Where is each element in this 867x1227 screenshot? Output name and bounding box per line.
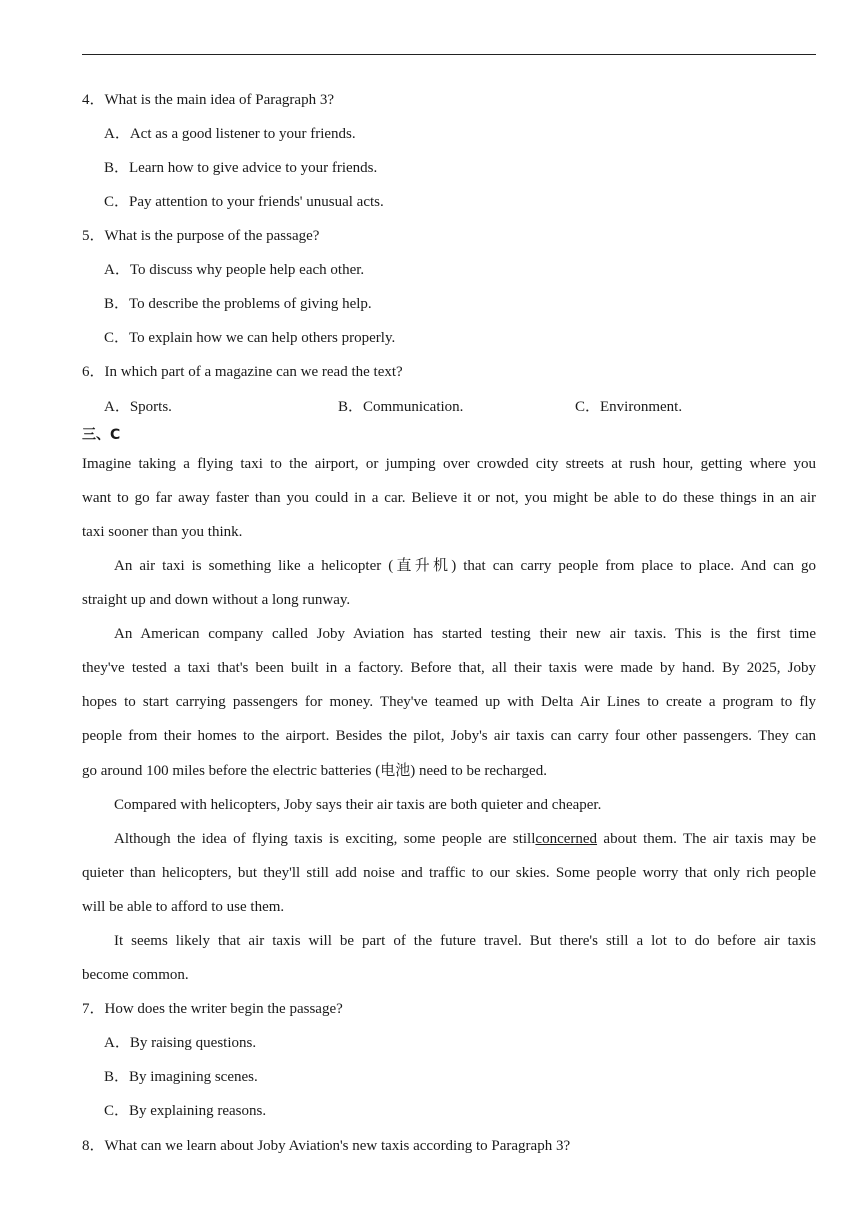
passage-p4-line-1: Compared with helicopters, Joby says their air taxis are both quieter and cheaper.: [114, 797, 602, 813]
section-heading: 三、C: [82, 427, 121, 443]
question-7-option-c: C．By explaining reasons.: [104, 1103, 267, 1119]
passage-p6-line-1: It seems likely that air taxis will be part of the future travel. But there's still a lot to do before air taxis: [114, 933, 816, 949]
passage-p3-line-4: people from their homes to the airport. Besides the pilot, Joby's air taxis can carry four other passengers. They can: [82, 728, 816, 744]
passage-p1-line-2: want to go far away faster than you could in a car. Believe it or not, you might be able to do these things in an air: [82, 490, 816, 506]
question-4-option-c: C．Pay attention to your friends' unusual acts.: [104, 194, 384, 210]
passage-p5-text-pre: Although the idea of flying taxis is exciting, some people are still: [114, 831, 536, 847]
passage-p3-line-5: go around 100 miles before the electric batteries (电池) need to be recharged.: [82, 763, 547, 779]
question-5-option-a: A．To discuss why people help each other.: [104, 262, 365, 278]
question-6-stem: 6．In which part of a magazine can we read the text?: [82, 364, 403, 380]
passage-p5-text-post: about them. The air taxis may be: [597, 831, 816, 847]
underlined-word-concerned: concerned: [535, 831, 598, 847]
question-4-option-a: A．Act as a good listener to your friends.: [104, 126, 356, 142]
question-7-option-b: B．By imagining scenes.: [104, 1069, 258, 1085]
question-7-option-a: A．By raising questions.: [104, 1035, 257, 1051]
question-5-stem: 5．What is the purpose of the passage?: [82, 228, 320, 244]
passage-p2-line-1: An air taxi is something like a helicopter (直升机) that can carry people from place to place. And can go: [114, 558, 816, 574]
header-rule: [82, 54, 816, 55]
passage-p6-line-2: become common.: [82, 967, 189, 983]
question-4-stem: 4．What is the main idea of Paragraph 3?: [82, 92, 334, 108]
passage-p2-line-2: straight up and down without a long runway.: [82, 592, 351, 608]
question-6-option-a: A．Sports.: [104, 399, 172, 415]
passage-p5-line-1: [114, 829, 816, 849]
question-5-option-b: B．To describe the problems of giving help.: [104, 296, 372, 312]
passage-p5-line-2: quieter than helicopters, but they'll still add noise and traffic to our skies. Some people worry that only rich people: [82, 865, 816, 881]
question-4-option-b: B．Learn how to give advice to your friends.: [104, 160, 378, 176]
passage-p1-line-3: taxi sooner than you think.: [82, 524, 243, 540]
question-7-stem: 7．How does the writer begin the passage?: [82, 1001, 343, 1017]
question-6-option-c: C．Environment.: [575, 399, 683, 415]
question-6-option-b: B．Communication.: [338, 399, 464, 415]
passage-p3-line-3: hopes to start carrying passengers for money. They've teamed up with Delta Air Lines to create a program to fly: [82, 694, 816, 710]
question-5-option-c: C．To explain how we can help others properly.: [104, 330, 396, 346]
passage-p3-line-2: they've tested a taxi that's been built in a factory. Before that, all their taxis were made by hand. By 2025, Joby: [82, 660, 816, 676]
passage-p5-line-3: will be able to afford to use them.: [82, 899, 285, 915]
passage-p1-line-1: Imagine taking a flying taxi to the airport, or jumping over crowded city streets at rush hour, getting where you: [82, 456, 816, 472]
passage-p3-line-1: An American company called Joby Aviation has started testing their new air taxis. This is the first time: [114, 626, 816, 642]
question-8-stem: 8．What can we learn about Joby Aviation's new taxis according to Paragraph 3?: [82, 1138, 571, 1154]
